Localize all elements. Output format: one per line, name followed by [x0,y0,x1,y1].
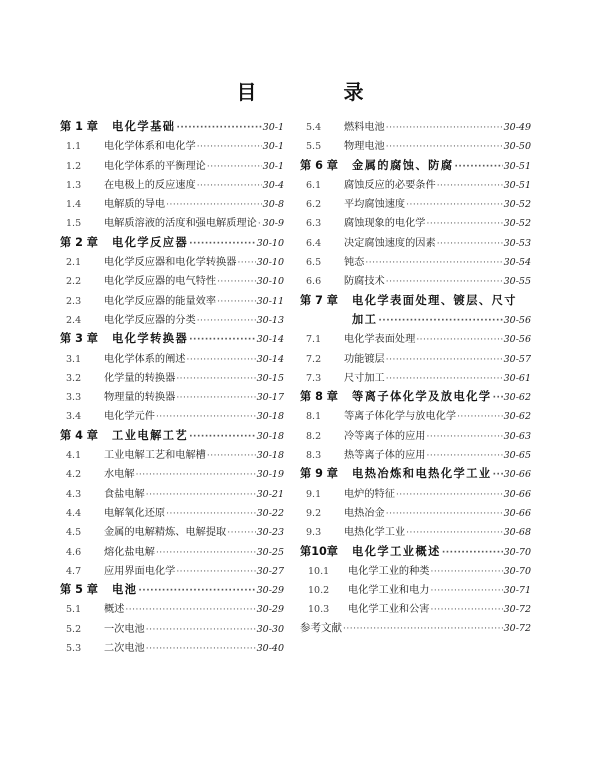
chapter-number: 第 1 章 [60,120,98,133]
toc-section-5-2[interactable] [60,620,284,639]
section-title: 在电极上的反应速度 [104,179,196,191]
leader-dots [455,162,503,172]
toc-section-4-5[interactable] [60,523,284,542]
page-number: 30-51 [503,160,531,172]
leader-dots [207,451,256,461]
page-title: 目 录 [236,80,404,104]
page-number: 30-51 [503,179,531,191]
page-number: 30-63 [503,430,531,442]
section-number: 6.4 [306,237,322,249]
toc-chapter-10[interactable] [300,543,531,562]
leader-dots [176,374,255,384]
toc-section-7-1[interactable] [300,330,531,349]
section-title: 电化学表面处理 [344,334,416,346]
section-title: 电热化学工业 [344,527,406,539]
section-title: 应用界面电化学 [104,565,176,577]
page-number: 30-65 [503,450,531,462]
section-number: 1.3 [66,179,82,191]
section-number: 7.1 [306,334,322,346]
section-number: 5.3 [66,643,82,655]
page-number: 30-56 [503,314,531,326]
toc-section-8-2[interactable] [300,427,531,446]
page-number: 30-52 [503,218,531,230]
section-number: 6.1 [306,179,322,191]
page-number: 30-25 [256,546,284,558]
toc-section-6-2[interactable] [300,195,531,214]
toc-section-2-3[interactable] [60,292,284,311]
leader-dots [166,200,262,210]
section-title: 电解质溶液的活度和强电解质理论 [104,218,257,230]
toc-references[interactable] [300,620,531,639]
toc-section-6-4[interactable] [300,234,531,253]
section-number: 1.1 [66,141,82,153]
page-number: 30-13 [256,314,284,326]
leader-dots [427,432,503,442]
chapter-title: 电化学工业概述 [352,544,441,558]
section-title: 电化学工业和电力 [348,585,430,597]
section-title: 食盐电解 [104,488,145,500]
page-number: 30-23 [256,527,284,539]
toc-section-8-1[interactable] [300,407,531,426]
section-number: 4.3 [66,488,82,500]
section-title: 物理电池 [344,141,385,153]
section-title: 尺寸加工 [344,372,385,384]
page-number: 30-30 [256,623,284,635]
toc-section-1-4[interactable] [60,195,284,214]
section-number: 4.2 [66,469,82,481]
section-title: 电解质的导电 [104,199,166,211]
page-number: 30-57 [503,353,531,365]
section-title: 物理量的转换器 [104,392,176,404]
chapter-number: 第 6 章 [300,158,338,172]
toc-section-10-2[interactable] [300,581,531,600]
toc-section-2-1[interactable] [60,253,284,272]
leader-dots [227,528,255,538]
leader-dots [431,605,503,615]
leader-dots [258,219,262,229]
page-number: 30-29 [256,604,284,616]
page-number: 30-21 [256,488,284,500]
chapter-title: 电化学转换器 [112,332,189,346]
toc-right-column [300,118,531,639]
page-number: 30-70 [503,565,531,577]
section-number: 5.5 [306,141,322,153]
toc-section-9-3[interactable] [300,523,531,542]
section-number: 6.2 [306,199,322,211]
page-number: 30-1 [262,160,284,172]
leader-dots [457,412,503,422]
section-title: 电化学体系的平衡理论 [104,160,206,172]
leader-dots [217,277,256,287]
leader-dots [427,451,503,461]
toc-section-4-1[interactable] [60,446,284,465]
section-title: 二次电池 [104,643,145,655]
page-number: 30-9 [262,218,284,230]
toc-section-4-2[interactable] [60,465,284,484]
section-number: 9.3 [306,527,322,539]
leader-dots [437,239,503,249]
leader-dots [197,316,256,326]
section-number: 7.2 [306,353,322,365]
leader-dots [416,335,502,345]
leader-dots [427,219,503,229]
section-number: 3.1 [66,353,82,365]
leader-dots [146,644,256,654]
section-title: 电化学工业和公害 [348,604,430,616]
leader-dots [431,567,503,577]
toc-section-8-3[interactable] [300,446,531,465]
toc-section-7-2[interactable] [300,350,531,369]
section-number: 3.4 [66,411,82,423]
toc-chapter-9[interactable] [300,465,531,484]
section-title: 热等离子体的应用 [344,450,426,462]
page-number: 30-49 [503,122,531,133]
page-number: 30-18 [256,450,284,462]
toc-section-7-3[interactable] [300,369,531,388]
leader-dots [197,181,262,191]
section-title: 功能镀层 [344,353,385,365]
section-title: 冷等离子体的应用 [344,430,426,442]
section-number: 2.3 [66,295,82,307]
page-number: 30-29 [256,585,284,597]
chapter-title: 金属的腐蚀、防腐 [352,158,454,172]
toc-section-4-3[interactable] [60,485,284,504]
leader-dots [189,239,255,249]
page-number: 30-62 [503,392,531,404]
leader-dots [406,528,502,538]
section-number: 9.1 [306,488,322,500]
leader-dots [166,509,255,519]
section-title: 化学量的转换器 [104,372,176,384]
page-number: 30-22 [256,507,284,519]
page-number: 30-14 [256,353,284,365]
page-number: 30-18 [256,430,284,442]
section-number: 3.2 [66,372,82,384]
section-number: 5.4 [306,122,322,133]
toc-section-3-3[interactable] [60,388,284,407]
chapter-number: 第 3 章 [60,332,98,346]
toc-section-1-5[interactable] [60,214,284,233]
page-number: 30-66 [503,469,531,481]
toc-section-1-1[interactable] [60,137,284,156]
page-number: 30-54 [503,257,531,269]
section-title: 电化学反应器的分类 [104,314,196,326]
section-title: 电化学反应器的电气特性 [104,276,217,288]
section-title: 水电解 [104,469,135,481]
section-title: 腐蚀反应的必要条件 [344,179,436,191]
section-title: 电化学工业的种类 [348,565,430,577]
chapter-number: 第 8 章 [300,390,338,404]
section-number: 4.4 [66,507,82,519]
toc-section-5-5[interactable] [300,137,531,156]
toc-chapter-3[interactable] [60,330,284,349]
leader-dots [146,490,256,500]
page-number: 30-70 [503,546,531,558]
section-title: 决定腐蚀速度的因素 [344,237,436,249]
toc-section-4-7[interactable] [60,562,284,581]
chapter-title: 电化学基础 [112,120,176,133]
section-number: 4.1 [66,450,82,462]
leader-dots [156,412,256,422]
section-number: 4.7 [66,565,82,577]
chapter-number: 第 4 章 [60,428,98,442]
section-number: 9.2 [306,507,322,519]
leader-dots [386,509,503,519]
leader-dots [207,162,262,172]
toc-section-3-1[interactable] [60,350,284,369]
toc-chapter-2[interactable] [60,234,284,253]
toc-section-2-4[interactable] [60,311,284,330]
section-title: 电化学反应器的能量效率 [104,295,217,307]
toc-chapter-8[interactable] [300,388,531,407]
page-number: 30-10 [256,257,284,269]
page-number: 30-27 [256,565,284,577]
section-title: 电化学反应器和电化学转换器 [104,257,237,269]
page-number: 30-71 [503,585,531,597]
references-title: 参考文献 [300,621,342,634]
chapter-title: 电池 [112,583,138,597]
leader-dots [442,548,503,558]
section-title: 工业电解工艺和电解槽 [104,450,206,462]
leader-dots [386,374,503,384]
section-number: 10.3 [308,604,330,616]
section-number: 8.2 [306,430,322,442]
toc-section-4-4[interactable] [60,504,284,523]
section-title: 电炉的特征 [344,488,395,500]
page-number: 30-66 [503,507,531,519]
leader-dots [156,548,256,558]
leader-dots [431,586,503,596]
page-number: 30-14 [256,334,284,346]
page-number: 30-72 [503,604,531,616]
chapter-title-continued: 加工 [352,312,378,326]
section-number: 3.3 [66,392,82,404]
page-number: 30-53 [503,237,531,249]
section-number: 4.6 [66,546,82,558]
section-number: 1.5 [66,218,82,230]
leader-dots [189,335,255,345]
leader-dots [237,258,255,268]
toc-section-3-2[interactable] [60,369,284,388]
toc-section-1-2[interactable] [60,157,284,176]
leader-dots [343,624,503,634]
section-title: 电化学元件 [104,411,155,423]
toc-section-6-6[interactable] [300,272,531,291]
chapter-number: 第 7 章 [300,293,338,307]
page-number: 30-52 [503,199,531,211]
toc-section-10-1[interactable] [300,562,531,581]
section-number: 10.1 [308,565,330,577]
page-number: 30-18 [256,411,284,423]
page-number: 30-10 [256,276,284,288]
leader-dots [138,586,255,596]
page-number: 30-62 [503,411,531,423]
page-number: 30-11 [256,295,284,307]
toc-section-1-3[interactable] [60,176,284,195]
section-title: 电热冶金 [344,507,385,519]
page-number: 30-56 [503,334,531,346]
toc-section-6-3[interactable] [300,214,531,233]
page-number: 30-55 [503,276,531,288]
leader-dots [146,625,256,635]
section-title: 电化学体系的阐述 [104,353,186,365]
page-number: 30-61 [503,372,531,384]
chapter-number: 第10章 [300,544,338,558]
section-title: 钝态 [344,257,365,269]
toc-section-2-2[interactable] [60,272,284,291]
section-number: 2.1 [66,257,82,269]
page-number: 30-68 [503,527,531,539]
page-number: 30-40 [256,643,284,655]
page-number: 30-4 [262,179,284,191]
leader-dots [136,470,256,480]
section-title: 腐蚀现象的电化学 [344,218,426,230]
toc-chapter-4[interactable] [60,427,284,446]
page-number: 30-66 [503,488,531,500]
leader-dots [125,605,255,615]
toc-section-4-6[interactable] [60,543,284,562]
toc-section-5-3[interactable] [60,639,284,658]
section-number: 2.2 [66,276,82,288]
toc-section-5-1[interactable] [60,600,284,619]
section-title: 电化学体系和电化学 [104,141,196,153]
section-title: 金属的电解精炼、电解提取 [104,527,227,539]
page-number: 30-15 [256,372,284,384]
section-number: 4.5 [66,527,82,539]
section-number: 6.3 [306,218,322,230]
section-number: 1.4 [66,199,82,211]
chapter-title: 电热冶炼和电热化学工业 [352,467,492,481]
chapter-number: 第 5 章 [60,583,98,597]
section-number: 6.6 [306,276,322,288]
toc-chapter-5[interactable] [60,581,284,600]
toc-chapter-6[interactable] [300,157,531,176]
section-title: 等离子体化学与放电化学 [344,411,457,423]
section-number: 1.2 [66,160,82,172]
chapter-number: 第 9 章 [300,467,338,481]
section-title: 一次电池 [104,623,145,635]
section-title: 平均腐蚀速度 [344,199,406,211]
page-number: 30-1 [262,122,284,133]
toc-chapter-1[interactable] [60,118,284,137]
toc-left-column [60,118,284,658]
section-number: 2.4 [66,314,82,326]
toc-chapter-7[interactable] [300,292,531,311]
leader-dots [386,123,503,133]
leader-dots [176,123,261,133]
page-number: 30-50 [503,141,531,153]
section-number: 6.5 [306,257,322,269]
section-number: 8.1 [306,411,322,423]
leader-dots [437,181,503,191]
leader-dots [386,142,503,152]
chapter-title: 工业电解工艺 [112,428,189,442]
page-number: 30-10 [256,237,284,249]
section-number: 5.1 [66,604,82,616]
page-number: 30-72 [503,622,531,634]
chapter-title: 等离子体化学及放电化学 [352,390,492,404]
toc-section-9-1[interactable] [300,485,531,504]
toc-section-9-2[interactable] [300,504,531,523]
leader-dots [378,316,502,326]
page-number: 30-19 [256,469,284,481]
toc-section-6-1[interactable] [300,176,531,195]
section-number: 8.3 [306,450,322,462]
section-title: 防腐技术 [344,276,385,288]
section-number: 7.3 [306,372,322,384]
leader-dots [176,567,255,577]
toc-chapter-7-continued[interactable] [300,311,531,330]
page-number: 30-8 [262,199,284,211]
toc-section-6-5[interactable] [300,253,531,272]
chapter-number: 第 2 章 [60,235,98,249]
leader-dots [386,355,503,365]
leader-dots [187,355,256,365]
chapter-title: 电化学表面处理、镀层、尺寸 [352,293,517,307]
leader-dots [493,393,503,403]
leader-dots [365,258,502,268]
leader-dots [386,277,503,287]
leader-dots [176,393,255,403]
toc-section-3-4[interactable] [60,407,284,426]
section-title: 电解氧化还原 [104,507,166,519]
page-number: 30-17 [256,392,284,404]
leader-dots [217,297,256,307]
section-title: 概述 [104,604,125,616]
section-title: 燃料电池 [344,122,385,133]
page-number: 30-1 [262,141,284,153]
leader-dots [406,200,502,210]
chapter-title: 电化学反应器 [112,235,189,249]
section-number: 10.2 [308,585,330,597]
toc-section-10-3[interactable] [300,600,531,619]
section-number: 5.2 [66,623,82,635]
leader-dots [493,470,503,480]
leader-dots [396,490,503,500]
leader-dots [189,432,255,442]
toc-section-5-4[interactable] [300,118,531,137]
leader-dots [197,142,262,152]
section-title: 熔化盐电解 [104,546,155,558]
